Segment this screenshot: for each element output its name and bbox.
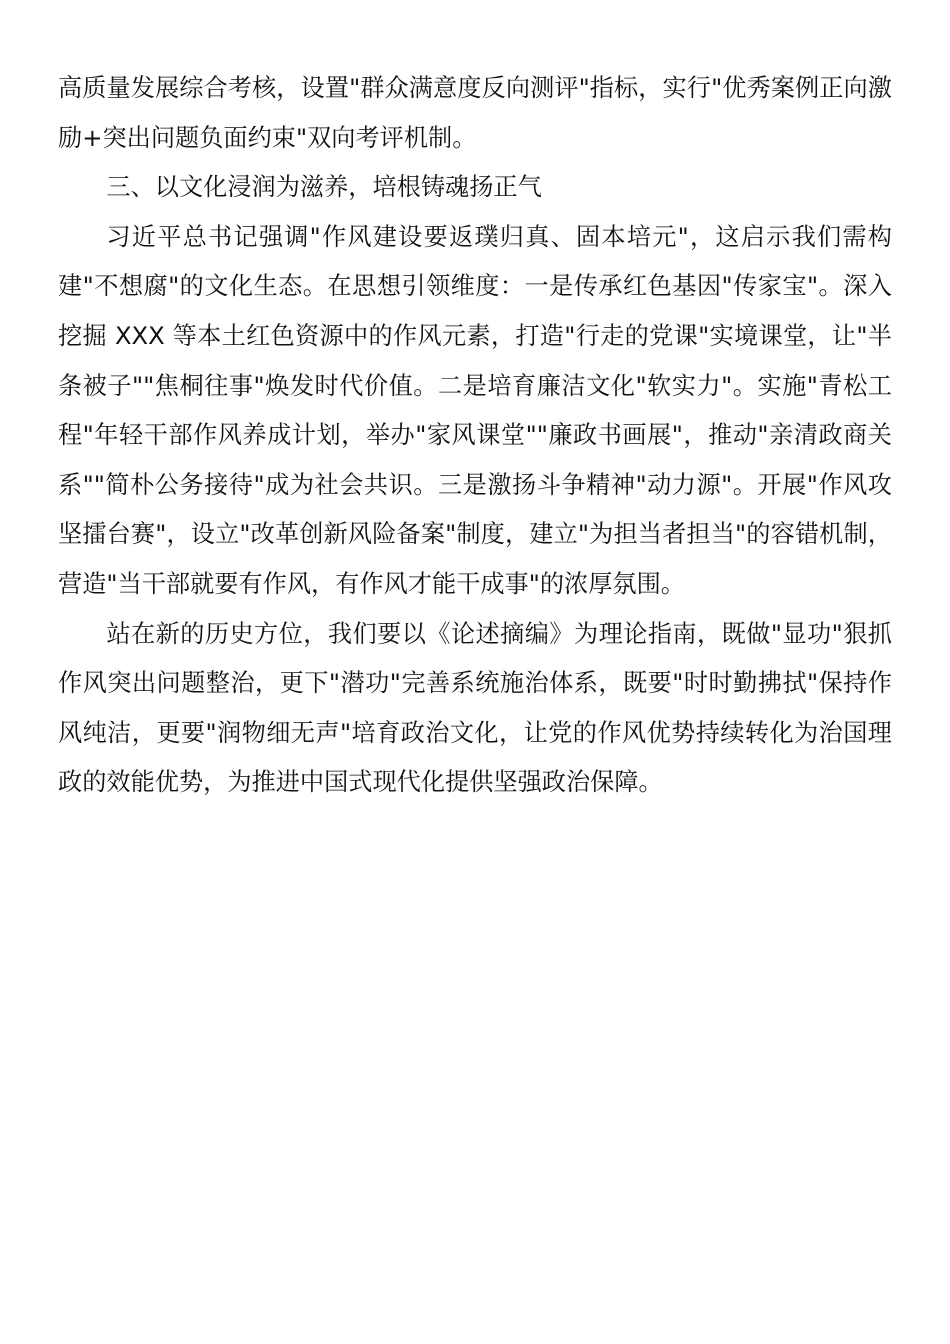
paragraph-conclusion: 站在新的历史方位，我们要以《论述摘编》为理论指南，既做"显功"狠抓作风突出问题整治，更下"潜功"完善系统施治体系，既要"时时勤拂拭"保持作风纯洁，更要"润物细无声"培育政治文化，让党的作风优势持续转化为治国理政的效能优势，为推进中国式现代化提供坚强政治保障。 [58,619,892,797]
section-heading: 三、以文化浸润为滋养，培根铸魂扬正气 [106,173,542,202]
paragraph-culture: 习近平总书记强调"作风建设要返璞归真、固本培元"，这启示我们需构建"不想腐"的文化生态。在思想引领维度：一是传承红色基因"传家宝"。深入挖掘 XXX 等本土红色资源中的作风元素，打造"行走的党课"实境课堂，让"半条被子""焦桐往事"焕发时代价值。二是培育廉洁文化"软实力"。实施"青松工程"年轻干部作风养成计划，举办"家风课堂""廉政书画展"，推动"亲清政商关系""简朴公务接待"成为社会共识。三是激扬斗争精神"动力源"。开展"作风攻坚擂台赛"，设立"改革创新风险备案"制度，建立"为担当者担当"的容错机制，营造"当干部就要有作风，有作风才能干成事"的浓厚氛围。 [58,222,892,598]
document-body [58,64,892,808]
paragraph-continuation: 高质量发展综合考核，设置"群众满意度反向测评"指标，实行"优秀案例正向激励+突出问题负面约束"双向考评机制。 [58,74,892,152]
